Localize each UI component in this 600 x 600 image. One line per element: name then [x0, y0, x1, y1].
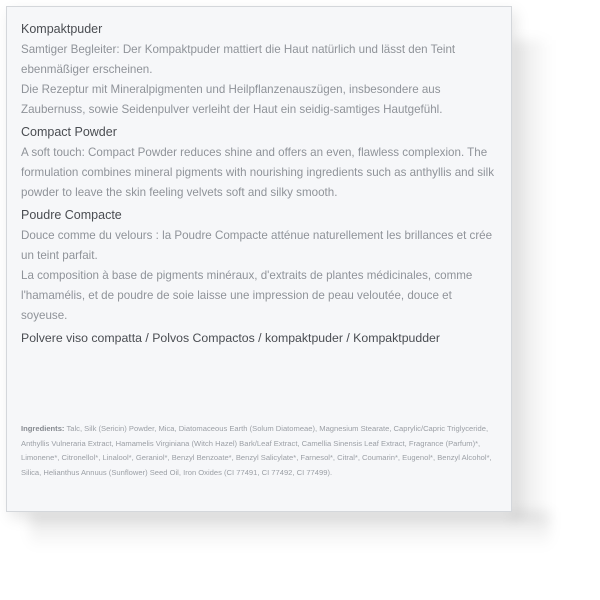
section-english-paragraph-1: A soft touch: Compact Powder reduces shine and offers an even, flawless complexion. The formulation combines mineral pigments with nourishing ingredients such as anthyllis and silk powder to leave the skin feeling velvets soft and silky smooth. [21, 146, 495, 199]
section-title-french: Poudre Compacte [21, 208, 122, 222]
section-english [21, 124, 499, 203]
compact-powder-box-back [6, 6, 512, 512]
section-french [21, 207, 499, 326]
box-bottom-shadow [30, 512, 550, 548]
section-title-english: Compact Powder [21, 125, 117, 139]
section-german [21, 21, 499, 120]
ingredients-list [21, 422, 499, 480]
section-title-german: Kompaktpuder [21, 22, 103, 36]
section-french-paragraph-2: La composition à base de pigments minéraux, d'extraits de plantes médicinales, comme l'hamamélis, et de poudre de soie laisse une impression de peau veloutée, douce et soyeuse. [21, 269, 473, 322]
section-german-paragraph-2: Die Rezeptur mit Mineralpigmenten und Heilpflanzenauszügen, insbesondere aus Zaubernuss, sowie Seidenpulver verleiht der Haut ein seidig-samtiges Hautgefühl. [21, 83, 443, 116]
ingredients-label: Ingredients: [21, 424, 65, 433]
section-german-paragraph-1: Samtiger Begleiter: Der Kompaktpuder mattiert die Haut natürlich und lässt den Teint ebenmäßiger erscheinen. [21, 43, 456, 76]
ingredients-text: Talc, Silk (Sericin) Powder, Mica, Diatomaceous Earth (Solum Diatomeae), Magnesium Stearate, Caprylic/Capric Triglyceride, Anthyllis Vulneraria Extract, Hamamelis Virginiana (Witch Hazel) Bark/Leaf Extract, Camellia Sinensis Leaf Extract, Fragrance (Parfum)*, Limonene*, Citronellol*, Linalool*, Geraniol*, Benzyl Benzoate*, Benzyl Salicylate*, Farnesol*, Citral*, Coumarin*, Eugenol*, Benzyl Alcohol*, Silica, Helianthus Annuus (Sunflower) Seed Oil, Iron Oxides (CI 77491, CI 77492, CI 77499). [21, 424, 492, 477]
section-french-paragraph-1: Douce comme du velours : la Poudre Compacte atténue naturellement les brillances et crée un teint parfait. [21, 229, 493, 262]
description-text-block [21, 21, 499, 346]
box-side-shadow [512, 40, 552, 520]
other-language-names: Polvere viso compatta / Polvos Compactos / kompaktpuder / Kompaktpudder [21, 331, 440, 345]
